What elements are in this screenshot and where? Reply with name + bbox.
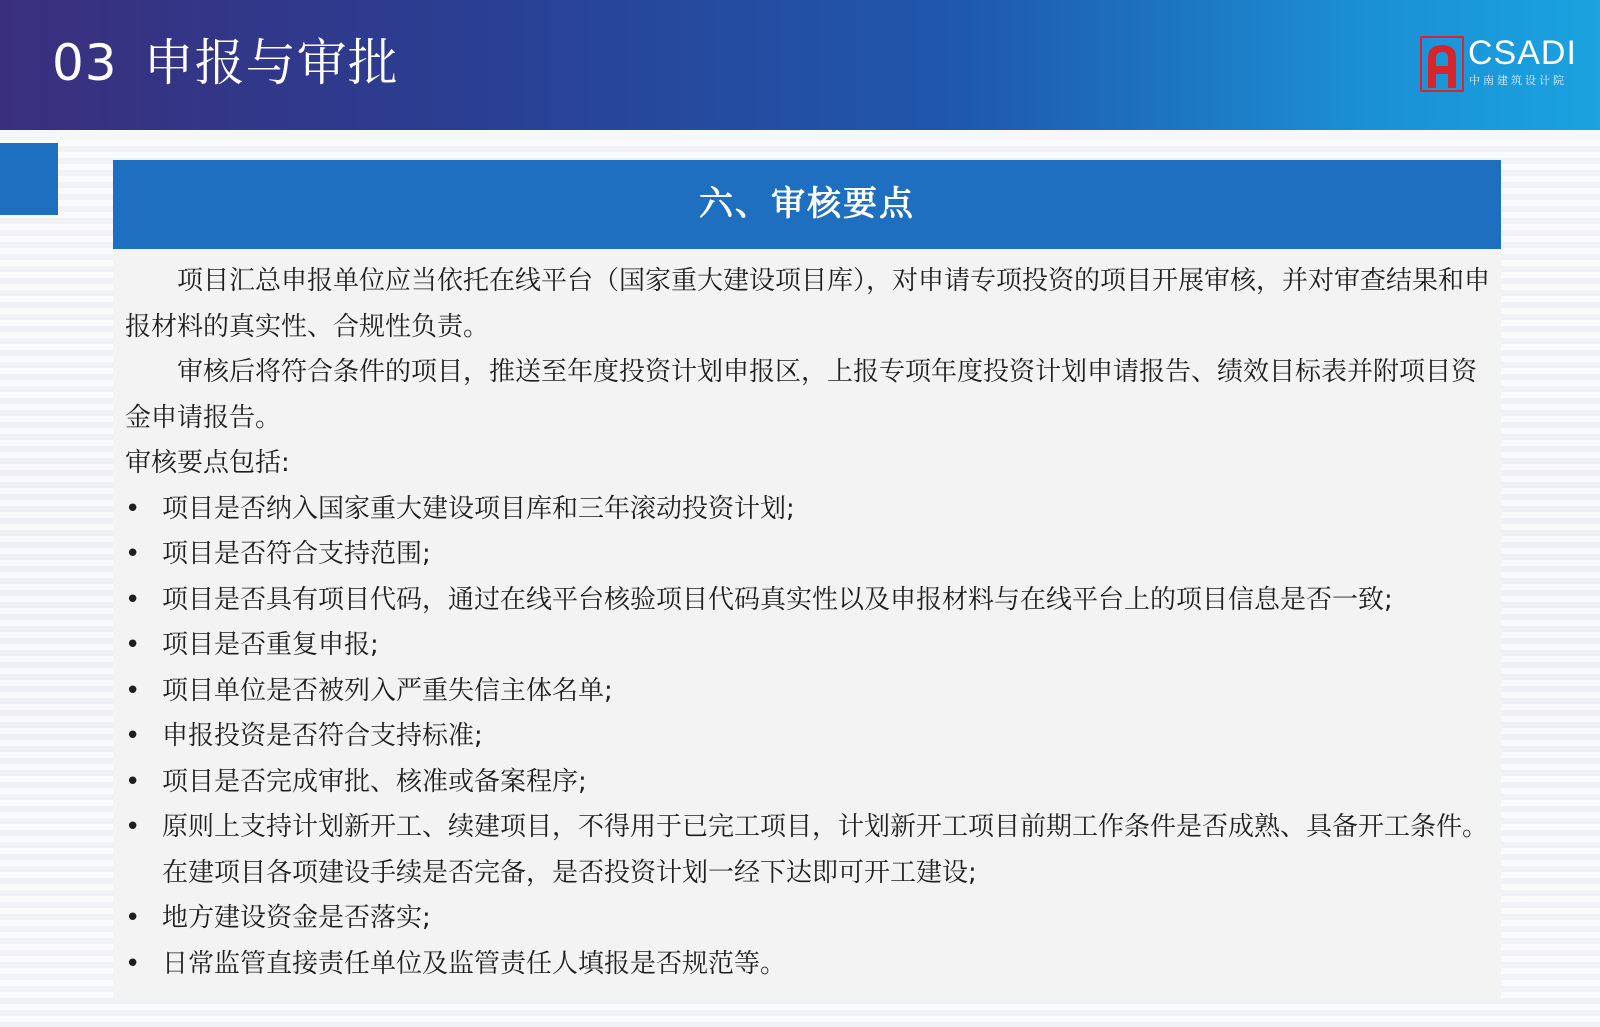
panel-heading: 六、审核要点 — [113, 160, 1501, 249]
list-item — [125, 760, 1495, 806]
list-item-text: 原则上支持计划新开工、续建项目，不得用于已完工项目，计划新开工项目前期工作条件是否成熟、具备开工条件。在建项目各项建设手续是否完备，是否投资计划一经下达即可开工建设; — [162, 812, 1489, 888]
list-item-text: 项目是否符合支持范围; — [162, 539, 431, 569]
list-item-text: 地方建设资金是否落实; — [162, 903, 431, 933]
header-bar — [0, 0, 1600, 130]
section-number: 03 — [52, 34, 118, 92]
paragraph-2: 审核后将符合条件的项目，推送至年度投资计划申报区，上报专项年度投资计划申请报告、绩效目标表并附项目资金申请报告。 — [125, 357, 1478, 433]
list-label: 审核要点包括: — [125, 448, 290, 478]
bullet-icon: • — [125, 812, 141, 842]
list-item-text: 项目是否具有项目代码，通过在线平台核验项目代码真实性以及申报材料与在线平台上的项目信息是否一致; — [162, 584, 1393, 615]
list-item — [125, 487, 1495, 533]
review-points-list — [125, 487, 1495, 988]
csadi-logo-icon — [1420, 36, 1464, 92]
list-item — [125, 714, 1495, 760]
list-item — [125, 896, 1495, 942]
bullet-icon: • — [125, 766, 141, 797]
list-item-text: 日常监管直接责任单位及监管责任人填报是否规范等。 — [162, 948, 787, 979]
bullet-icon: • — [125, 539, 141, 569]
bullet-icon: • — [125, 903, 141, 933]
bullet-icon: • — [125, 948, 141, 979]
bullet-icon: • — [125, 675, 141, 706]
bullet-icon: • — [125, 721, 141, 751]
list-item — [125, 669, 1495, 715]
bullet-icon: • — [125, 630, 141, 660]
list-item-text: 申报投资是否符合支持标准; — [162, 721, 483, 751]
paragraph-1: 项目汇总申报单位应当依托在线平台（国家重大建设项目库），对申请专项投资的项目开展审核，并对审查结果和申报材料的真实性、合规性负责。 — [125, 266, 1491, 342]
list-item — [125, 623, 1495, 669]
bullet-icon: • — [125, 584, 141, 615]
side-accent-block — [0, 143, 58, 215]
logo-subtitle: 中南建筑设计院 — [1469, 74, 1567, 87]
list-item-text: 项目是否完成审批、核准或备案程序; — [162, 766, 587, 797]
list-item — [125, 805, 1495, 896]
logo-text: CSADI — [1468, 34, 1577, 72]
list-item — [125, 532, 1495, 578]
list-item-text: 项目是否重复申报; — [162, 630, 379, 660]
csadi-logo — [1420, 34, 1577, 92]
list-item — [125, 578, 1495, 624]
list-item — [125, 942, 1495, 988]
bullet-icon: • — [125, 493, 141, 524]
content-panel — [113, 160, 1501, 1000]
page-title — [52, 28, 399, 98]
panel-body — [125, 259, 1495, 987]
list-item-text: 项目单位是否被列入严重失信主体名单; — [162, 675, 613, 706]
section-title: 申报与审批 — [143, 34, 399, 92]
list-item-text: 项目是否纳入国家重大建设项目库和三年滚动投资计划; — [162, 493, 795, 524]
